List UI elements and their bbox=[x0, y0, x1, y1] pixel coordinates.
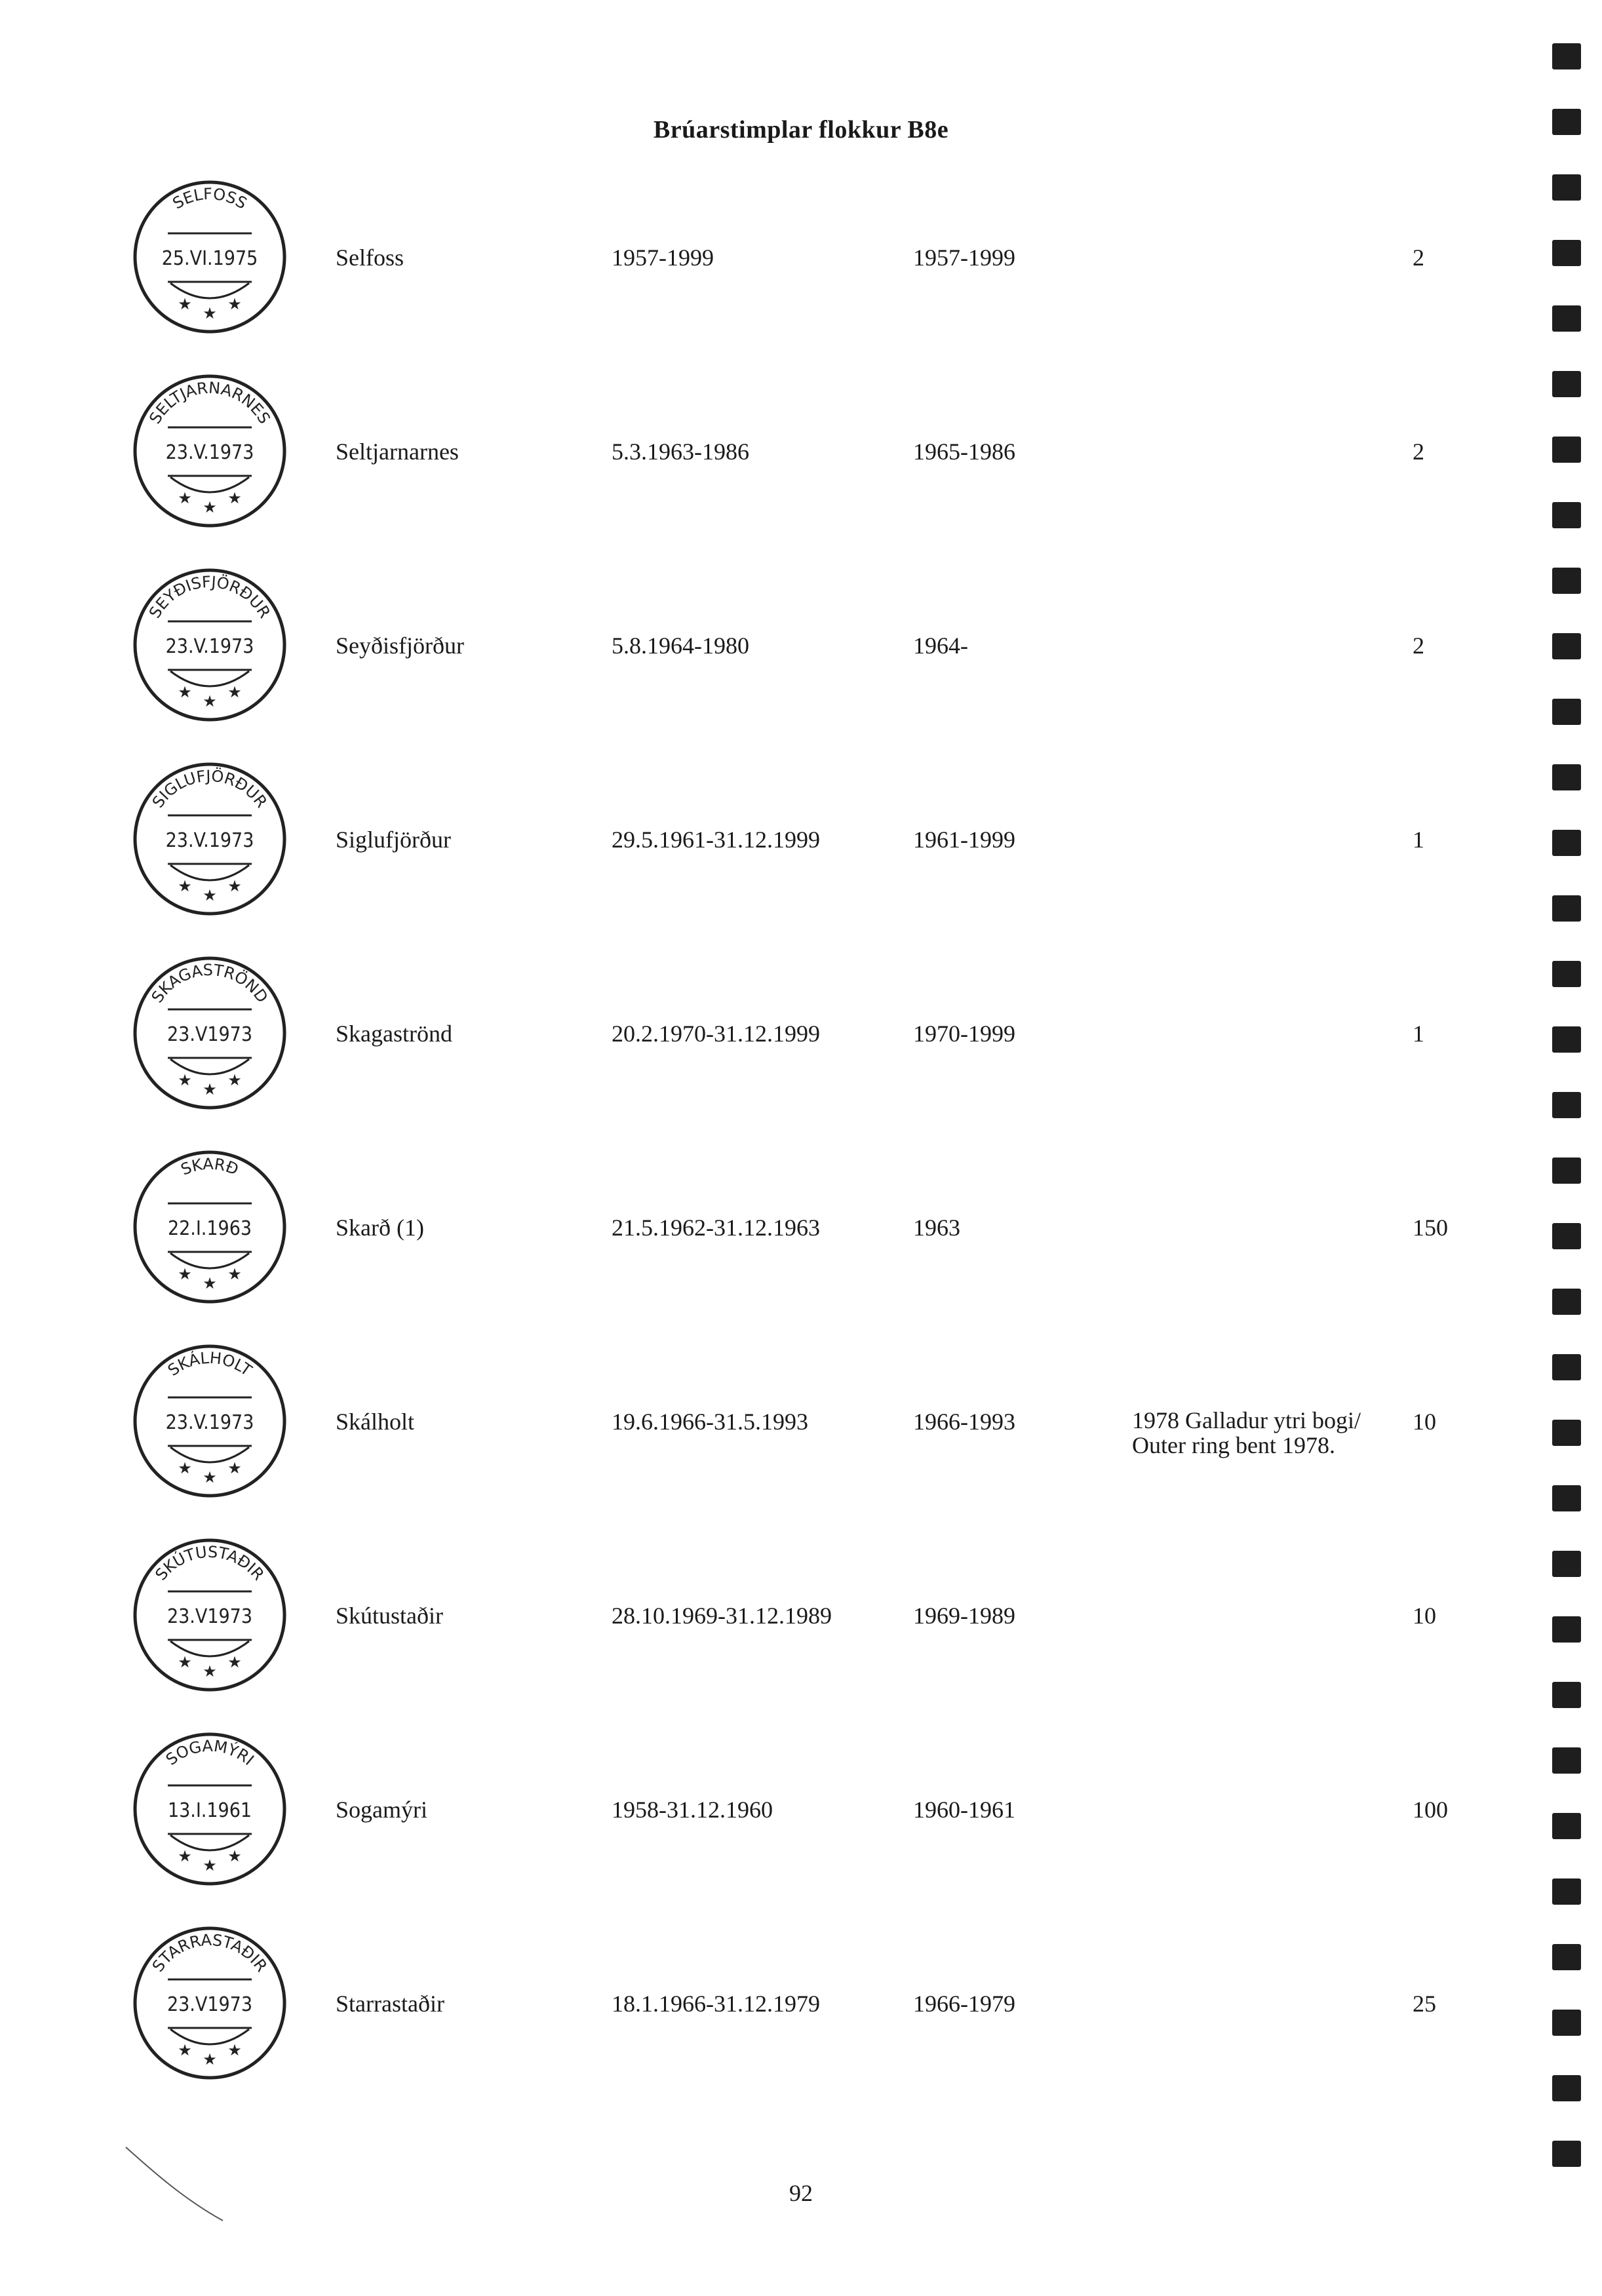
star-icon: ★ bbox=[227, 490, 242, 507]
star-icon: ★ bbox=[203, 1858, 217, 1875]
stamp-date-text: 25.VI.1975 bbox=[161, 247, 258, 270]
star-icon: ★ bbox=[203, 1664, 217, 1681]
star-icon: ★ bbox=[227, 2042, 242, 2059]
post-office-name: Seltjarnarnes bbox=[336, 438, 459, 465]
star-icon: ★ bbox=[178, 1848, 192, 1865]
star-icon: ★ bbox=[178, 1072, 192, 1089]
binding-hole-icon bbox=[1552, 2010, 1581, 2036]
stamp-arc-text: SEYÐISFJÖRÐUR bbox=[146, 572, 274, 621]
post-office-name: Skagaströnd bbox=[336, 1021, 452, 1047]
binding-hole-icon bbox=[1552, 830, 1581, 856]
catalog-row bbox=[0, 1342, 1602, 1532]
post-office-name: Skálholt bbox=[336, 1409, 415, 1435]
usage-years: 1965-1986 bbox=[913, 438, 1015, 465]
stamp-date-text: 22.I.1963 bbox=[167, 1217, 252, 1240]
binding-hole-icon bbox=[1552, 1420, 1581, 1446]
value: 2 bbox=[1413, 438, 1424, 465]
stamp-arc-text: SKARÐ bbox=[178, 1154, 241, 1179]
period-dates: 28.10.1969-31.12.1989 bbox=[612, 1603, 832, 1629]
period-dates: 5.3.1963-1986 bbox=[612, 438, 749, 465]
star-icon: ★ bbox=[203, 693, 217, 710]
binding-hole-icon bbox=[1552, 633, 1581, 659]
postmark-stamp-icon bbox=[131, 566, 288, 724]
stamp-arc-text: SKAGASTRÖND bbox=[147, 960, 272, 1007]
star-icon: ★ bbox=[227, 1072, 242, 1089]
post-office-name: Seyðisfjörður bbox=[336, 632, 464, 659]
binding-hole-icon bbox=[1552, 1813, 1581, 1839]
postmark-stamp-icon bbox=[131, 178, 288, 336]
postmark-stamp-icon bbox=[131, 954, 288, 1112]
period-dates: 1958-31.12.1960 bbox=[612, 1797, 773, 1823]
period-dates: 1957-1999 bbox=[612, 244, 714, 271]
postmark-stamp-icon bbox=[131, 372, 288, 530]
page-title: Brúarstimplar flokkur B8e bbox=[653, 116, 949, 144]
stamp-arc-text: SOGAMÝRI bbox=[162, 1736, 258, 1769]
value: 2 bbox=[1413, 632, 1424, 659]
star-icon: ★ bbox=[227, 878, 242, 895]
post-office-name: Skútustaðir bbox=[336, 1603, 444, 1629]
value: 25 bbox=[1413, 1991, 1436, 2017]
postmark-stamp-icon bbox=[131, 1342, 288, 1500]
binding-hole-icon bbox=[1552, 109, 1581, 135]
value: 1 bbox=[1413, 827, 1424, 853]
post-office-name: Siglufjörður bbox=[336, 827, 451, 853]
star-icon: ★ bbox=[178, 2042, 192, 2059]
usage-years: 1961-1999 bbox=[913, 827, 1015, 853]
star-icon: ★ bbox=[178, 296, 192, 313]
period-dates: 20.2.1970-31.12.1999 bbox=[612, 1021, 820, 1047]
usage-years: 1957-1999 bbox=[913, 244, 1015, 271]
stamp-date-text: 23.V.1973 bbox=[165, 1411, 254, 1434]
star-icon: ★ bbox=[227, 1460, 242, 1477]
star-icon: ★ bbox=[178, 490, 192, 507]
binding-hole-icon bbox=[1552, 895, 1581, 922]
star-icon: ★ bbox=[227, 1266, 242, 1283]
period-dates: 19.6.1966-31.5.1993 bbox=[612, 1409, 808, 1435]
usage-years: 1964- bbox=[913, 632, 968, 659]
catalog-row bbox=[0, 760, 1602, 950]
binding-hole-icon bbox=[1552, 371, 1581, 397]
post-office-name: Starrastaðir bbox=[336, 1991, 444, 2017]
binding-hole-icon bbox=[1552, 568, 1581, 594]
star-icon: ★ bbox=[203, 499, 217, 516]
post-office-name: Skarð (1) bbox=[336, 1215, 424, 1241]
binding-hole-icon bbox=[1552, 502, 1581, 528]
usage-years: 1969-1989 bbox=[913, 1603, 1015, 1629]
catalog-row bbox=[0, 954, 1602, 1144]
binding-hole-icon bbox=[1552, 240, 1581, 266]
binding-hole-icon bbox=[1552, 961, 1581, 987]
star-icon: ★ bbox=[227, 1848, 242, 1865]
binding-hole-icon bbox=[1552, 2141, 1581, 2167]
post-office-name: Sogamýri bbox=[336, 1797, 427, 1823]
usage-years: 1963 bbox=[913, 1215, 960, 1241]
star-icon: ★ bbox=[203, 1081, 217, 1099]
binding-hole-icon bbox=[1552, 1158, 1581, 1184]
stamp-arc-text: STARRASTAÐIR bbox=[148, 1930, 271, 1975]
catalog-row bbox=[0, 372, 1602, 562]
stamp-date-text: 23.V1973 bbox=[166, 1605, 253, 1628]
binding-hole-icon bbox=[1552, 699, 1581, 725]
stamp-date-text: 23.V.1973 bbox=[165, 829, 254, 852]
star-icon: ★ bbox=[178, 684, 192, 701]
binding-hole-icon bbox=[1552, 1026, 1581, 1053]
binding-hole-icon bbox=[1552, 1092, 1581, 1118]
binding-hole-icon bbox=[1552, 1747, 1581, 1774]
binding-hole-icon bbox=[1552, 437, 1581, 463]
binding-hole-icon bbox=[1552, 174, 1581, 201]
star-icon: ★ bbox=[203, 1469, 217, 1487]
stamp-arc-text: SELTJARNARNES bbox=[146, 378, 274, 427]
postmark-stamp-icon bbox=[131, 760, 288, 918]
star-icon: ★ bbox=[203, 887, 217, 905]
binding-hole-icon bbox=[1552, 1944, 1581, 1970]
star-icon: ★ bbox=[227, 1654, 242, 1671]
stamp-date-text: 23.V1973 bbox=[166, 1023, 253, 1046]
star-icon: ★ bbox=[203, 305, 217, 322]
postmark-stamp-icon bbox=[131, 1730, 288, 1888]
stamp-arc-text: SELFOSS bbox=[169, 184, 250, 213]
note: 1978 Galladur ytri bogi/ Outer ring bent 1978. bbox=[1132, 1407, 1361, 1458]
value: 10 bbox=[1413, 1409, 1436, 1435]
binding-hole-icon bbox=[1552, 1551, 1581, 1577]
value: 10 bbox=[1413, 1603, 1436, 1629]
catalog-row bbox=[0, 178, 1602, 368]
pencil-stroke-mark bbox=[125, 2143, 229, 2222]
binding-hole-icon bbox=[1552, 1616, 1581, 1643]
value: 2 bbox=[1413, 244, 1424, 271]
page-number: 92 bbox=[789, 2180, 813, 2206]
stamp-arc-text: SKÚTUSTAÐIR bbox=[151, 1542, 268, 1584]
period-dates: 29.5.1961-31.12.1999 bbox=[612, 827, 820, 853]
usage-years: 1970-1999 bbox=[913, 1021, 1015, 1047]
binding-hole-icon bbox=[1552, 764, 1581, 790]
catalog-row bbox=[0, 566, 1602, 756]
star-icon: ★ bbox=[178, 1460, 192, 1477]
catalog-row bbox=[0, 1536, 1602, 1726]
stamp-arc-text: SIGLUFJÖRÐUR bbox=[148, 766, 271, 811]
star-icon: ★ bbox=[178, 878, 192, 895]
postmark-stamp-icon bbox=[131, 1148, 288, 1306]
postmark-stamp-icon bbox=[131, 1536, 288, 1694]
star-icon: ★ bbox=[227, 684, 242, 701]
catalog-row bbox=[0, 1730, 1602, 1920]
binding-hole-icon bbox=[1552, 305, 1581, 332]
postmark-stamp-icon bbox=[131, 1924, 288, 2082]
value: 150 bbox=[1413, 1215, 1448, 1241]
star-icon: ★ bbox=[227, 296, 242, 313]
binding-hole-icon bbox=[1552, 2075, 1581, 2101]
star-icon: ★ bbox=[203, 1275, 217, 1293]
usage-years: 1966-1993 bbox=[913, 1409, 1015, 1435]
binding-hole-icon bbox=[1552, 1289, 1581, 1315]
catalog-row bbox=[0, 1148, 1602, 1338]
binding-hole-icon bbox=[1552, 43, 1581, 69]
value: 1 bbox=[1413, 1021, 1424, 1047]
usage-years: 1960-1961 bbox=[913, 1797, 1015, 1823]
binding-hole-icon bbox=[1552, 1878, 1581, 1905]
period-dates: 18.1.1966-31.12.1979 bbox=[612, 1991, 820, 2017]
binding-hole-icon bbox=[1552, 1682, 1581, 1708]
star-icon: ★ bbox=[203, 2052, 217, 2069]
star-icon: ★ bbox=[178, 1266, 192, 1283]
period-dates: 5.8.1964-1980 bbox=[612, 632, 749, 659]
stamp-date-text: 23.V1973 bbox=[166, 1993, 253, 2016]
stamp-date-text: 23.V.1973 bbox=[165, 635, 254, 658]
post-office-name: Selfoss bbox=[336, 244, 404, 271]
usage-years: 1966-1979 bbox=[913, 1991, 1015, 2017]
period-dates: 21.5.1962-31.12.1963 bbox=[612, 1215, 820, 1241]
binding-hole-icon bbox=[1552, 1223, 1581, 1249]
stamp-date-text: 13.I.1961 bbox=[167, 1799, 252, 1822]
catalog-row bbox=[0, 1924, 1602, 2114]
binding-hole-icon bbox=[1552, 1354, 1581, 1380]
stamp-date-text: 23.V.1973 bbox=[165, 441, 254, 464]
star-icon: ★ bbox=[178, 1654, 192, 1671]
spiral-binding bbox=[1552, 43, 1582, 2272]
value: 100 bbox=[1413, 1797, 1448, 1823]
binding-hole-icon bbox=[1552, 1485, 1581, 1511]
stamp-arc-text: SKÁLHOLT bbox=[164, 1348, 256, 1380]
